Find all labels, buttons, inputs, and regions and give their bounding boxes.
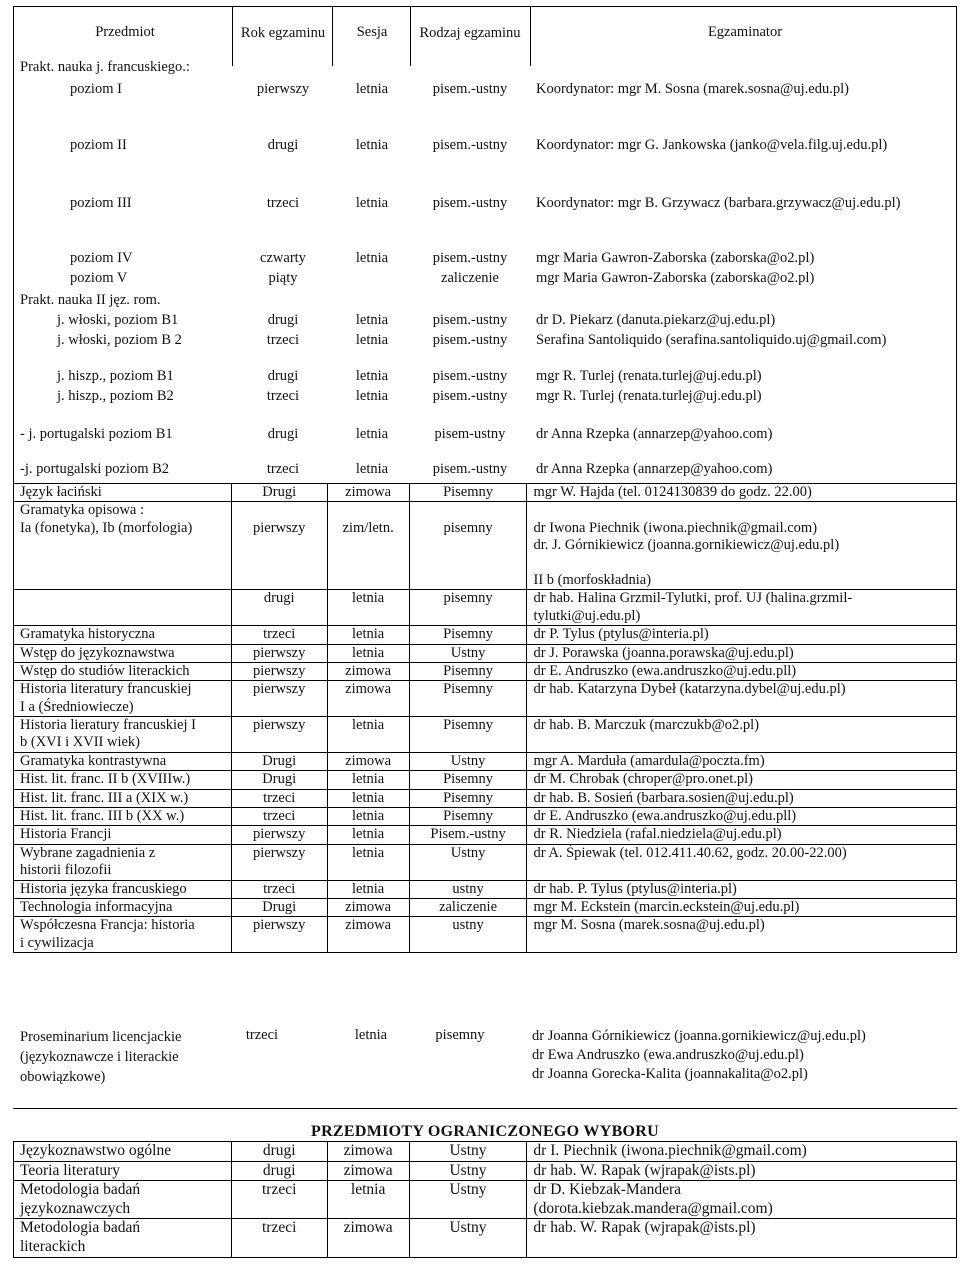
top-row-session: letnia (355, 250, 389, 266)
cell-examiner: dr I. Piechnik (iwona.piechnik@gmail.com) (527, 1142, 957, 1162)
cell-session: letnia (327, 826, 409, 844)
top-row-subject: j. włoski, poziom B1 (57, 312, 179, 328)
top-row-examiner: Koordynator: mgr G. Jankowska (janko@vela.filg.uj.edu.pl) (536, 137, 888, 153)
cell-session: zimowa (327, 752, 409, 770)
top-row-type: pisem.-ustny (432, 312, 508, 328)
cell-session: letnia (327, 808, 409, 826)
cell-type: Pisemny (409, 808, 527, 826)
top-row-type: pisem.-ustny (432, 368, 508, 384)
cell-examiner: dr hab. W. Rapak (wjrapak@ists.pl) (527, 1161, 957, 1181)
cell-type: Ustny (409, 1161, 527, 1181)
left-border (13, 6, 14, 502)
top-row-year: trzeci (266, 195, 300, 211)
cell-subject (14, 590, 232, 626)
table-row (14, 1181, 957, 1219)
top-row-subject: poziom III (70, 195, 132, 211)
table-row (14, 917, 957, 953)
cell-session: zim/letn. (327, 502, 409, 590)
top-row-subject: j. hiszp., poziom B2 (57, 388, 174, 404)
cell-examiner: dr A. Śpiewak (tel. 012.411.40.62, godz. 20.00-22.00) (527, 844, 957, 880)
cell-type: Pisemny (409, 626, 527, 644)
cell-session: letnia (327, 880, 409, 898)
top-row-year: czwarty (260, 250, 306, 266)
cell-type: Pisemny (409, 789, 527, 807)
cell-session: letnia (327, 717, 409, 753)
table-row (14, 752, 957, 770)
cell-examiner: dr hab. Halina Grzmil-Tylutki, prof. UJ (halina.grzmil- tylutki@uj.edu.pl) (527, 590, 957, 626)
table-row (14, 590, 957, 626)
cell-type: ustny (409, 880, 527, 898)
top-row-subject: Prakt. nauka II jęz. rom. (20, 292, 161, 308)
cell-session: zimowa (327, 1219, 409, 1257)
top-row-year: drugi (267, 312, 299, 328)
cell-year: pierwszy (231, 917, 327, 953)
cell-session: zimowa (327, 1161, 409, 1181)
cell-session: letnia (327, 626, 409, 644)
top-row-subject: poziom V (70, 270, 128, 286)
cell-examiner: dr P. Tylus (ptylus@interia.pl) (527, 626, 957, 644)
top-row-session: letnia (355, 426, 389, 442)
cell-examiner: mgr M. Sosna (marek.sosna@uj.edu.pl) (527, 917, 957, 953)
cell-subject: Wybrane zagadnienia z historii filozofii (14, 844, 232, 880)
cell-subject: Technologia informacyjna (14, 898, 232, 916)
top-row-subject: poziom IV (70, 250, 133, 266)
cell-type: Ustny (409, 1219, 527, 1257)
cell-type: Pisemny (409, 681, 527, 717)
cell-type: Pisem.-ustny (409, 826, 527, 844)
cell-type: Pisemny (409, 717, 527, 753)
cell-examiner: mgr M. Eckstein (marcin.eckstein@uj.edu.pl) (527, 898, 957, 916)
table-row (14, 626, 957, 644)
cell-session: zimowa (327, 917, 409, 953)
cell-year: trzeci (231, 880, 327, 898)
cell-examiner: dr R. Niedziela (rafal.niedziela@uj.edu.pl) (527, 826, 957, 844)
top-row-session: letnia (355, 332, 389, 348)
cell-year: trzeci (231, 808, 327, 826)
top-row-session: letnia (355, 312, 389, 328)
prosem-subject: Proseminarium licencjackie (językoznawcze i literackie obowiązkowe) (20, 1029, 182, 1085)
cell-year: drugi (231, 1161, 327, 1181)
table-row (14, 662, 957, 680)
cell-session: letnia (327, 771, 409, 789)
cell-year: drugi (231, 590, 327, 626)
top-row-year: drugi (267, 426, 299, 442)
cell-session: letnia (327, 590, 409, 626)
cell-examiner: dr hab. W. Rapak (wjrapak@ists.pl) (527, 1219, 957, 1257)
cell-year: Drugi (231, 752, 327, 770)
top-row-year: piąty (268, 270, 298, 286)
table-row (14, 826, 957, 844)
top-row-examiner: Serafina Santoliquido (serafina.santoliquido.uj@gmail.com) (536, 332, 887, 348)
cell-examiner: dr E. Andruszko (ewa.andruszko@uj.edu.pll) (527, 662, 957, 680)
top-row-subject: Prakt. nauka j. francuskiego.: (20, 59, 190, 75)
cell-subject: Historia literatury francuskiej I a (Średniowiecze) (14, 681, 232, 717)
table-row (14, 502, 957, 590)
cell-subject: Historia Francji (14, 826, 232, 844)
cell-session: zimowa (327, 681, 409, 717)
cell-type: zaliczenie (409, 898, 527, 916)
prosem-year: trzeci (245, 1027, 279, 1043)
top-row-session: letnia (355, 81, 389, 97)
cell-session: zimowa (327, 898, 409, 916)
cell-subject: Język łaciński (14, 484, 232, 502)
divider (13, 1108, 957, 1109)
top-row-examiner: Koordynator: mgr M. Sosna (marek.sosna@uj.edu.pl) (536, 81, 849, 97)
cell-type: ustny (409, 917, 527, 953)
cell-subject: Wstęp do językoznawstwa (14, 644, 232, 662)
table-row (14, 1219, 957, 1257)
cell-type: pisemny (409, 590, 527, 626)
table-row (14, 681, 957, 717)
top-row-year: drugi (267, 368, 299, 384)
top-row-type: pisem.-ustny (432, 81, 508, 97)
cell-examiner: dr M. Chrobak (chroper@pro.onet.pl) (527, 771, 957, 789)
cell-type: Ustny (409, 1142, 527, 1162)
cell-examiner: mgr W. Hajda (tel. 0124130839 do godz. 22.00) (527, 484, 957, 502)
top-row-subject: poziom II (70, 137, 127, 153)
cell-session: letnia (327, 1181, 409, 1219)
top-row-session: letnia (355, 195, 389, 211)
cell-subject: Hist. lit. franc. III b (XX w.) (14, 808, 232, 826)
table-row (14, 1161, 957, 1181)
top-row-examiner: mgr R. Turlej (renata.turlej@uj.edu.pl) (536, 368, 762, 384)
prosem-session: letnia (354, 1027, 388, 1043)
header-examiner: Egzaminator (707, 24, 783, 40)
cell-session: zimowa (327, 1142, 409, 1162)
cell-type: Ustny (409, 752, 527, 770)
cell-session: letnia (327, 844, 409, 880)
prosem-type: pisemny (435, 1027, 485, 1043)
divider (232, 6, 233, 66)
divider (530, 6, 531, 66)
cell-type: Ustny (409, 1181, 527, 1219)
cell-subject: Hist. lit. franc. III a (XIX w.) (14, 789, 232, 807)
top-row-subject: poziom I (70, 81, 122, 97)
cell-year: Drugi (231, 484, 327, 502)
elective-title: PRZEDMIOTY OGRANICZONEGO WYBORU (311, 1123, 659, 1140)
top-row-type: pisem.-ustny (432, 461, 508, 477)
top-row-year: pierwszy (256, 81, 310, 97)
top-row-session: letnia (355, 368, 389, 384)
top-row-type: pisem.-ustny (432, 388, 508, 404)
cell-year: pierwszy (231, 826, 327, 844)
cell-year: pierwszy (231, 644, 327, 662)
header-session: Sesja (356, 24, 388, 40)
divider (410, 6, 411, 66)
top-row-session: letnia (355, 461, 389, 477)
top-row-subject: j. włoski, poziom B 2 (57, 332, 182, 348)
top-row-examiner: dr Anna Rzepka (annarzep@yahoo.com) (536, 426, 773, 442)
cell-year: drugi (231, 1142, 327, 1162)
top-row-type: pisem.-ustny (432, 195, 508, 211)
top-row-subject: j. hiszp., poziom B1 (57, 368, 174, 384)
cell-year: trzeci (231, 626, 327, 644)
cell-examiner: mgr A. Marduła (amardula@poczta.fm) (527, 752, 957, 770)
table-row (14, 1142, 957, 1162)
right-border (956, 6, 957, 502)
cell-subject: Współczesna Francja: historia i cywilizacja (14, 917, 232, 953)
prosem-examiner: dr Joanna Górnikiewicz (joanna.gornikiewicz@uj.edu.pl) dr Ewa Andruszko (ewa.andruszko@uj.edu.pl) dr Joanna Gorecka-Kalita (joannakalita@o2.pl) (532, 1028, 866, 1082)
cell-session: letnia (327, 644, 409, 662)
top-row-year: trzeci (266, 332, 300, 348)
cell-year: Drugi (231, 771, 327, 789)
cell-year: trzeci (231, 1219, 327, 1257)
header-year: Rok egzaminu (240, 25, 326, 41)
cell-subject: Gramatyka kontrastywna (14, 752, 232, 770)
main-table (13, 483, 957, 953)
cell-type: Ustny (409, 844, 527, 880)
cell-examiner: dr J. Porawska (joanna.porawska@uj.edu.pl) (527, 644, 957, 662)
cell-type: pisemny (409, 502, 527, 590)
top-row-type: pisem-ustny (434, 426, 506, 442)
top-row-examiner: Koordynator: mgr B. Grzywacz (barbara.grzywacz@uj.edu.pl) (536, 195, 901, 211)
table-row (14, 808, 957, 826)
header-exam-type: Rodzaj egzaminu (419, 25, 521, 41)
top-row-examiner: mgr R. Turlej (renata.turlej@uj.edu.pl) (536, 388, 762, 404)
cell-subject: Historia języka francuskiego (14, 880, 232, 898)
table-row (14, 844, 957, 880)
cell-year: trzeci (231, 1181, 327, 1219)
top-row-session: letnia (355, 388, 389, 404)
cell-subject: Historia lieratury francuskiej I b (XVI i XVII wiek) (14, 717, 232, 753)
table-row (14, 880, 957, 898)
table-row (14, 717, 957, 753)
cell-type: Pisemny (409, 484, 527, 502)
top-row-examiner: mgr Maria Gawron-Zaborska (zaborska@o2.pl) (536, 270, 815, 286)
top-row-type: pisem.-ustny (432, 250, 508, 266)
cell-type: Ustny (409, 644, 527, 662)
table-row (14, 484, 957, 502)
top-row-examiner: dr D. Piekarz (danuta.piekarz@uj.edu.pl) (536, 312, 776, 328)
cell-subject: Hist. lit. franc. II b (XVIIIw.) (14, 771, 232, 789)
cell-year: pierwszy (231, 717, 327, 753)
cell-subject: Metodologia badań językoznawczych (14, 1181, 232, 1219)
cell-year: pierwszy (231, 681, 327, 717)
cell-subject: Gramatyka historyczna (14, 626, 232, 644)
cell-session: letnia (327, 789, 409, 807)
cell-session: zimowa (327, 484, 409, 502)
cell-year: pierwszy (231, 662, 327, 680)
top-row-session: letnia (355, 137, 389, 153)
cell-year: pierwszy (231, 502, 327, 590)
cell-year: Drugi (231, 898, 327, 916)
table-row (14, 771, 957, 789)
top-row-subject: -j. portugalski poziom B2 (20, 461, 170, 477)
table-row (14, 789, 957, 807)
cell-subject: Językoznawstwo ogólne (14, 1142, 232, 1162)
cell-subject: Metodologia badań literackich (14, 1219, 232, 1257)
cell-year: trzeci (231, 789, 327, 807)
cell-examiner: dr hab. Katarzyna Dybeł (katarzyna.dybel@uj.edu.pl) (527, 681, 957, 717)
top-row-year: trzeci (266, 388, 300, 404)
cell-examiner: dr hab. P. Tylus (ptylus@interia.pl) (527, 880, 957, 898)
top-row-subject: - j. portugalski poziom B1 (20, 426, 173, 442)
cell-type: Pisemny (409, 662, 527, 680)
divider (332, 6, 333, 66)
table-row (14, 644, 957, 662)
cell-examiner: dr E. Andruszko (ewa.andruszko@uj.edu.pll) (527, 808, 957, 826)
cell-session: zimowa (327, 662, 409, 680)
cell-subject: Gramatyka opisowa : Ia (fonetyka), Ib (morfologia) (14, 502, 232, 590)
top-row-examiner: mgr Maria Gawron-Zaborska (zaborska@o2.pl) (536, 250, 815, 266)
cell-subject: Wstęp do studiów literackich (14, 662, 232, 680)
top-row-examiner: dr Anna Rzepka (annarzep@yahoo.com) (536, 461, 773, 477)
cell-year: pierwszy (231, 844, 327, 880)
cell-type: Pisemny (409, 771, 527, 789)
cell-subject: Teoria literatury (14, 1161, 232, 1181)
cell-examiner: dr D. Kiebzak-Mandera (dorota.kiebzak.mandera@gmail.com) (527, 1181, 957, 1219)
cell-examiner: dr Iwona Piechnik (iwona.piechnik@gmail.com) dr. J. Górnikiewicz (joanna.gornikiewicz@uj.edu.pl) II b (morfoskładnia) (527, 502, 957, 590)
top-row-year: drugi (267, 137, 299, 153)
cell-examiner: dr hab. B. Sosień (barbara.sosien@uj.edu.pl) (527, 789, 957, 807)
header-subject: Przedmiot (95, 24, 155, 40)
cell-examiner: dr hab. B. Marczuk (marczukb@o2.pl) (527, 717, 957, 753)
top-row-type: pisem.-ustny (432, 332, 508, 348)
top-row-year: trzeci (266, 461, 300, 477)
elective-table (13, 1141, 957, 1258)
top-row-type: zaliczenie (441, 270, 499, 286)
top-row-type: pisem.-ustny (432, 137, 508, 153)
table-row (14, 898, 957, 916)
